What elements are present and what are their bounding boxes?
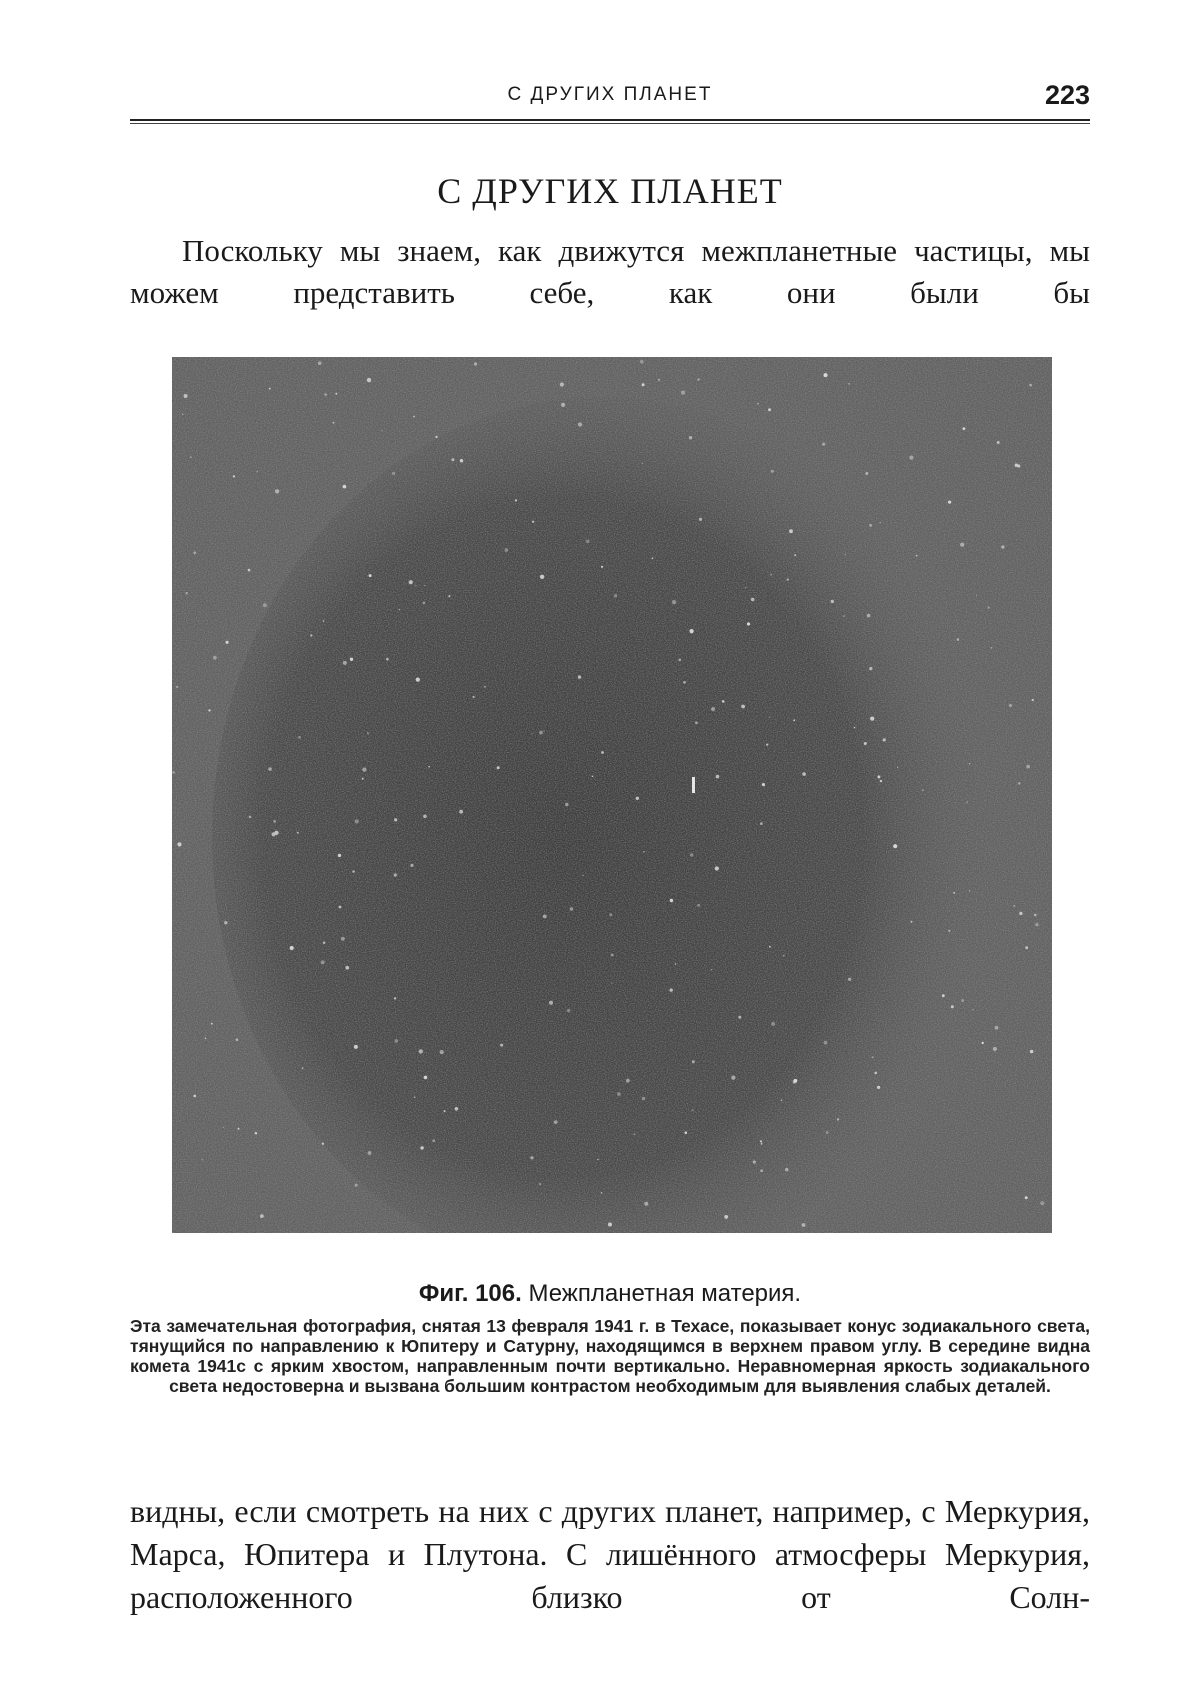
- header-rule: [130, 119, 1090, 124]
- figure-description: Эта замечательная фотография, снятая 13 февраля 1941 г. в Техасе, показывает конус зодиакального света, тянущийся по направлению к Юпитеру и Сатурну, находящимся в верхнем правом углу. В середине видна комета 1941c с ярким хвостом, направленным почти вертикально. Неравномерная яркость зодиакального света недостоверна и вызвана большим контрастом необходимым для выявления слабых деталей.: [130, 1316, 1090, 1396]
- running-head-title: С ДРУГИХ ПЛАНЕТ: [507, 84, 713, 105]
- intro-paragraph: Поскольку мы знаем, как движутся межпланетные частицы, мы можем представить себе, как они были бы: [130, 233, 1090, 310]
- figure-title: Межпланетная материя.: [528, 1280, 802, 1307]
- page-number: 223: [1044, 80, 1090, 110]
- zodiacal-light-photo: [172, 357, 1052, 1233]
- continuation-paragraph: видны, если смотреть на них с других планет, например, с Меркурия, Марса, Юпитера и Плутона. С лишённого атмосферы Меркурия, расположенного близко от Солн-: [130, 1493, 1090, 1615]
- running-head: [130, 80, 1090, 112]
- figure-caption: [130, 1280, 1090, 1308]
- figure-number: Фиг. 106.: [418, 1280, 522, 1307]
- section-title: С ДРУГИХ ПЛАНЕТ: [437, 171, 783, 211]
